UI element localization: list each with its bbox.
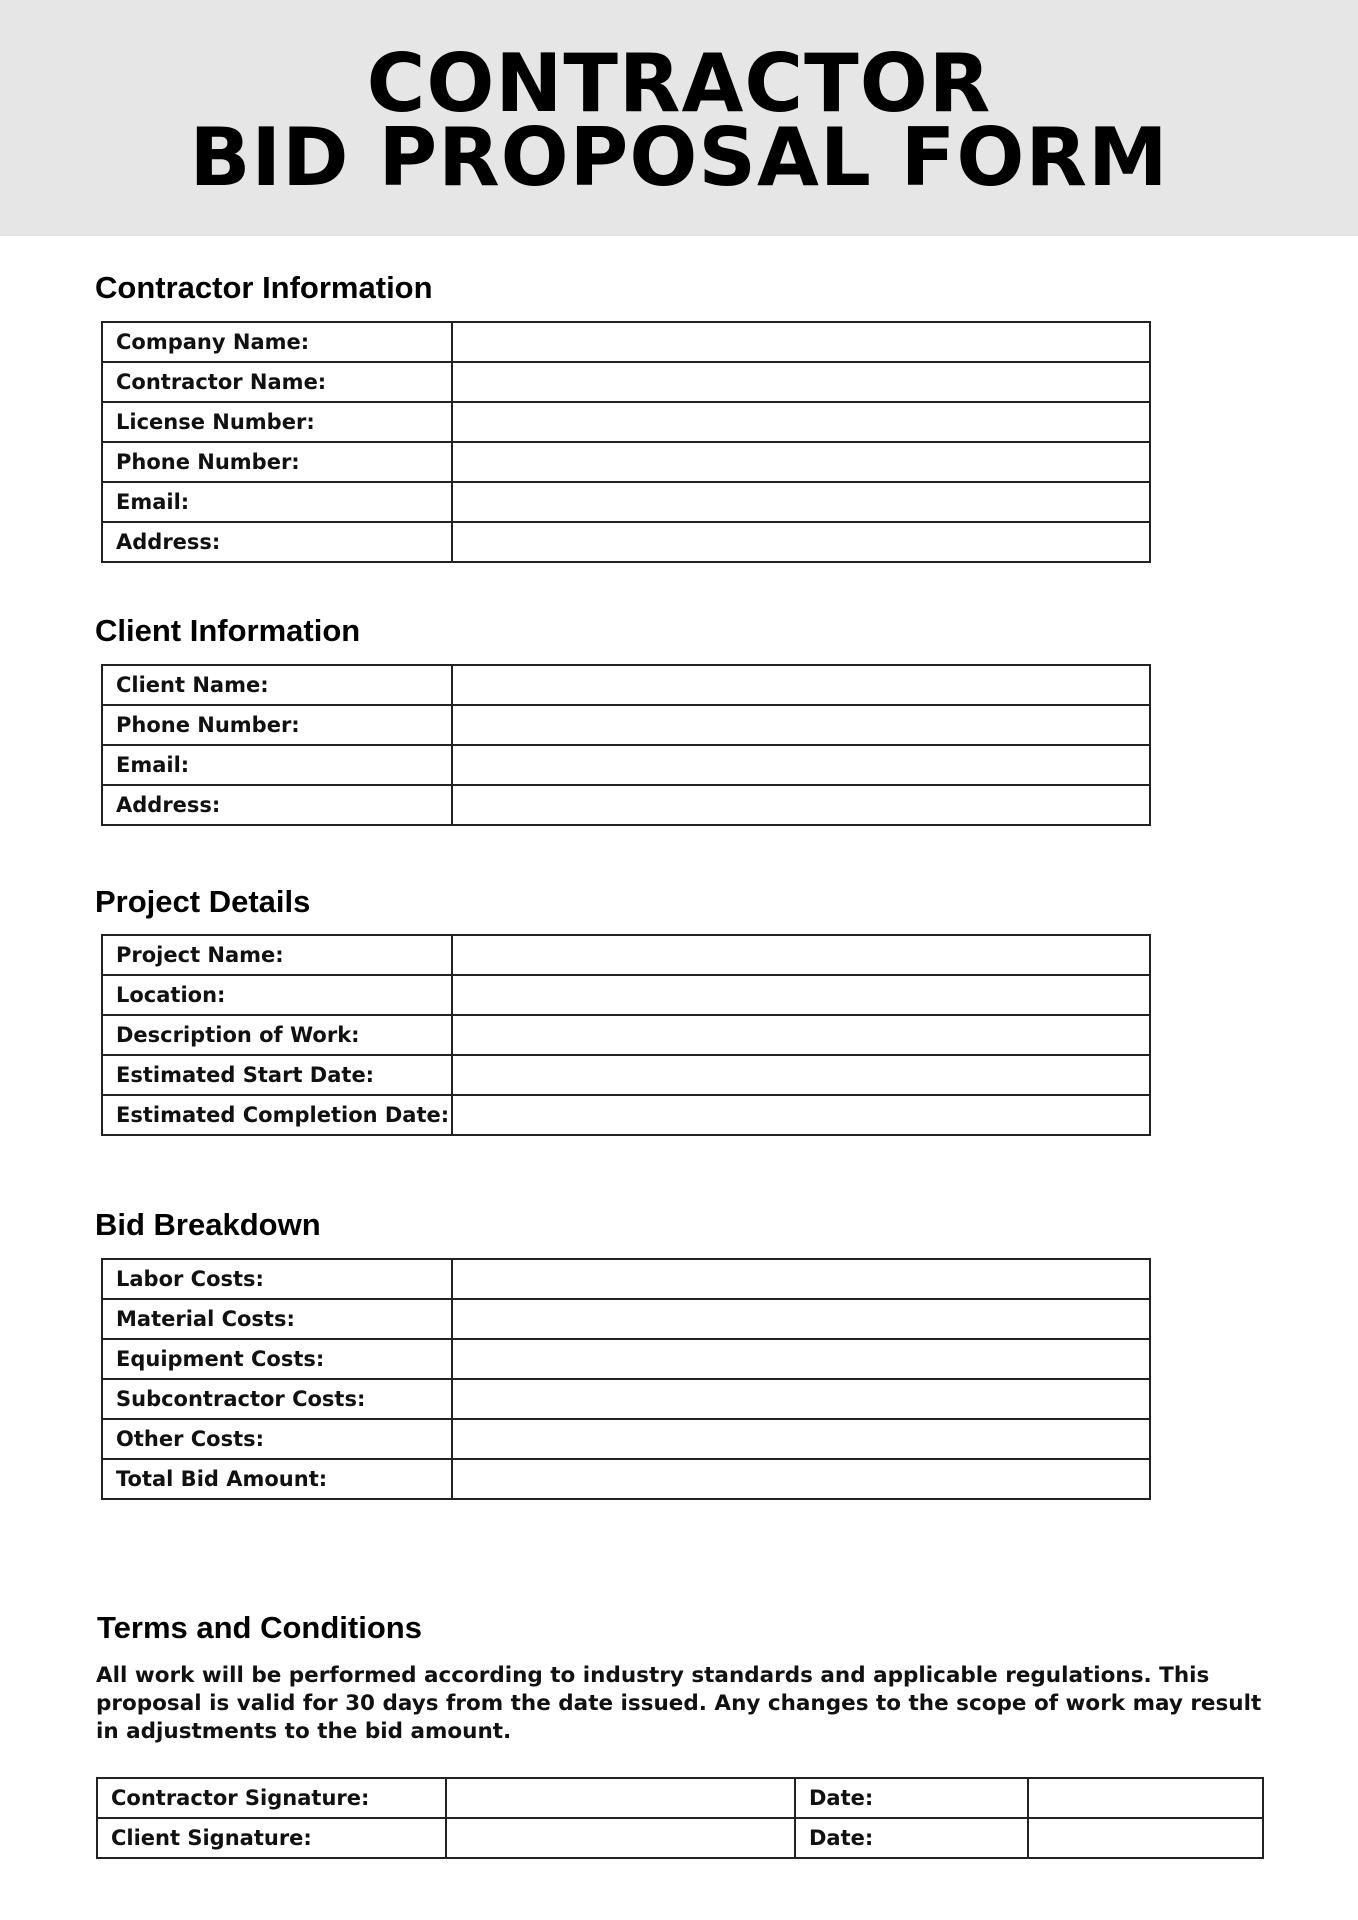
location-field[interactable] <box>452 975 1150 1015</box>
signature-row <box>97 1818 1263 1858</box>
form-row <box>102 1259 1150 1299</box>
form-row <box>102 705 1150 745</box>
field-label: Material Costs: <box>102 1299 452 1339</box>
section-heading-bid: Bid Breakdown <box>95 1207 321 1242</box>
field-label: Client Name: <box>102 665 452 705</box>
field-label: Address: <box>102 522 452 562</box>
page-header <box>0 0 1358 236</box>
field-label: Project Name: <box>102 935 452 975</box>
field-label: Estimated Start Date: <box>102 1055 452 1095</box>
form-row <box>102 745 1150 785</box>
license-number-field[interactable] <box>452 402 1150 442</box>
form-row <box>102 1095 1150 1135</box>
form-row <box>102 322 1150 362</box>
contractor-email-field[interactable] <box>452 482 1150 522</box>
total-bid-field[interactable] <box>452 1459 1150 1499</box>
contractor-info-table <box>101 321 1151 563</box>
project-name-field[interactable] <box>452 935 1150 975</box>
start-date-field[interactable] <box>452 1055 1150 1095</box>
material-costs-field[interactable] <box>452 1299 1150 1339</box>
field-label: Equipment Costs: <box>102 1339 452 1379</box>
completion-date-field[interactable] <box>452 1095 1150 1135</box>
description-field[interactable] <box>452 1015 1150 1055</box>
equipment-costs-field[interactable] <box>452 1339 1150 1379</box>
labor-costs-field[interactable] <box>452 1259 1150 1299</box>
contractor-signature-field[interactable] <box>446 1778 795 1818</box>
signature-row <box>97 1778 1263 1818</box>
other-costs-field[interactable] <box>452 1419 1150 1459</box>
field-label: Total Bid Amount: <box>102 1459 452 1499</box>
subcontractor-costs-field[interactable] <box>452 1379 1150 1419</box>
field-label: Location: <box>102 975 452 1015</box>
form-row <box>102 935 1150 975</box>
field-label: Phone Number: <box>102 442 452 482</box>
form-row <box>102 1015 1150 1055</box>
field-label: Contractor Name: <box>102 362 452 402</box>
field-label: Email: <box>102 482 452 522</box>
terms-text: All work will be performed according to industry standards and applicable regulations. This proposal is valid for 30 days from the date issued. Any changes to the scope of work may result in adjustments to the bid amount. <box>96 1663 1262 1744</box>
field-label: Estimated Completion Date: <box>102 1095 452 1135</box>
date-label: Date: <box>795 1778 1028 1818</box>
form-row <box>102 665 1150 705</box>
form-row <box>102 1459 1150 1499</box>
field-label: Subcontractor Costs: <box>102 1379 452 1419</box>
form-row <box>102 1339 1150 1379</box>
field-label: Email: <box>102 745 452 785</box>
field-label: Address: <box>102 785 452 825</box>
form-row <box>102 482 1150 522</box>
form-row <box>102 522 1150 562</box>
field-label: Company Name: <box>102 322 452 362</box>
contractor-name-field[interactable] <box>452 362 1150 402</box>
field-label: Other Costs: <box>102 1419 452 1459</box>
form-row <box>102 785 1150 825</box>
field-label: License Number: <box>102 402 452 442</box>
page-title-line-1: CONTRACTOR <box>366 37 992 130</box>
section-heading-terms: Terms and Conditions <box>97 1610 422 1645</box>
field-label: Phone Number: <box>102 705 452 745</box>
field-label: Labor Costs: <box>102 1259 452 1299</box>
client-signature-label: Client Signature: <box>97 1818 446 1858</box>
section-heading-contractor: Contractor Information <box>95 270 433 305</box>
client-name-field[interactable] <box>452 665 1150 705</box>
client-signature-field[interactable] <box>446 1818 795 1858</box>
contractor-address-field[interactable] <box>452 522 1150 562</box>
client-phone-field[interactable] <box>452 705 1150 745</box>
signature-table <box>96 1777 1264 1859</box>
date-label: Date: <box>795 1818 1028 1858</box>
section-heading-client: Client Information <box>95 613 361 648</box>
section-heading-project: Project Details <box>95 884 311 919</box>
bid-breakdown-table <box>101 1258 1151 1500</box>
form-row <box>102 1299 1150 1339</box>
form-row <box>102 442 1150 482</box>
field-label: Description of Work: <box>102 1015 452 1055</box>
form-row <box>102 975 1150 1015</box>
client-address-field[interactable] <box>452 785 1150 825</box>
client-info-table <box>101 664 1151 826</box>
form-row <box>102 1419 1150 1459</box>
form-row <box>102 1055 1150 1095</box>
contractor-phone-field[interactable] <box>452 442 1150 482</box>
contractor-date-field[interactable] <box>1028 1778 1263 1818</box>
company-name-field[interactable] <box>452 322 1150 362</box>
form-row <box>102 402 1150 442</box>
form-row <box>102 362 1150 402</box>
form-row <box>102 1379 1150 1419</box>
client-date-field[interactable] <box>1028 1818 1263 1858</box>
contractor-signature-label: Contractor Signature: <box>97 1778 446 1818</box>
client-email-field[interactable] <box>452 745 1150 785</box>
page-title-line-2: BID PROPOSAL FORM <box>189 111 1169 204</box>
project-details-table <box>101 934 1151 1136</box>
